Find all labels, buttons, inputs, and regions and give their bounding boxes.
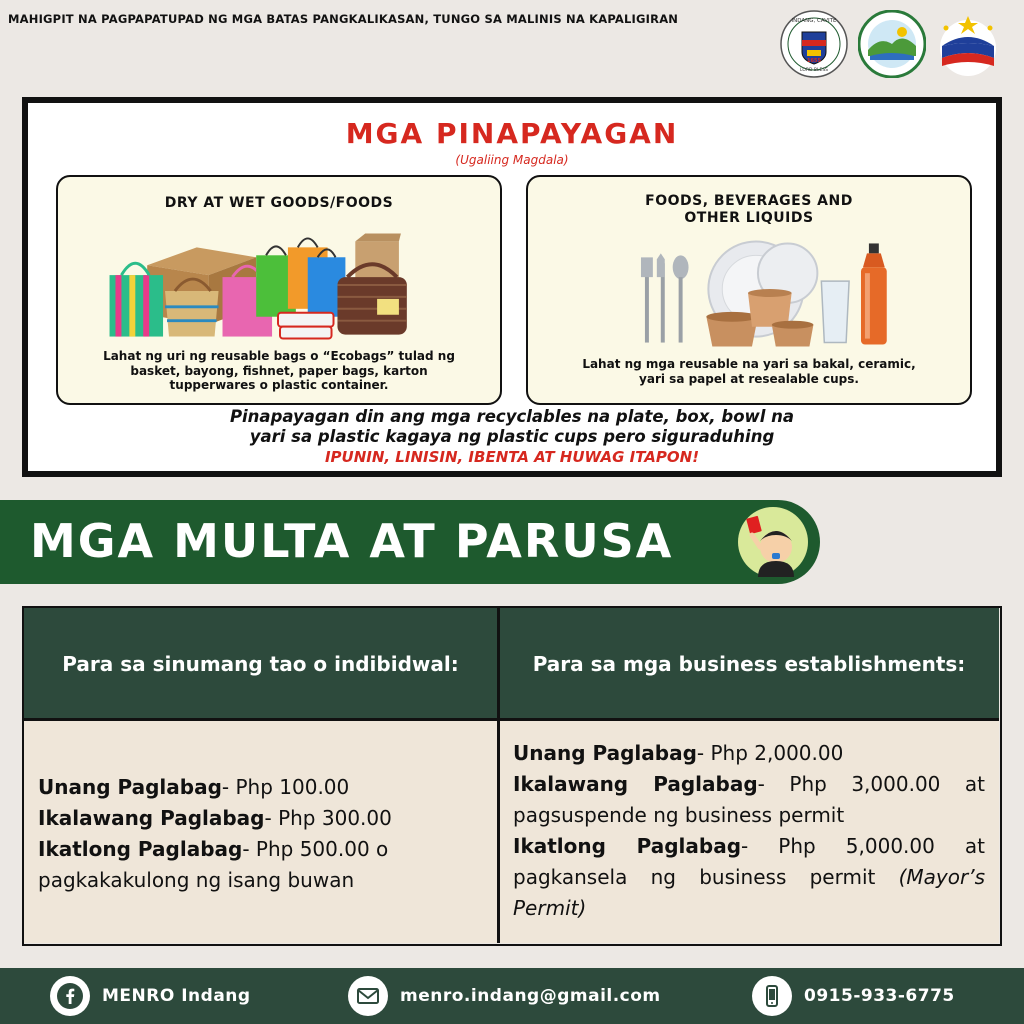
mobile-phone-icon — [752, 976, 792, 1016]
phone-contact[interactable] — [752, 976, 955, 1016]
facebook-icon — [50, 976, 90, 1016]
card-description: Lahat ng mga reusable na yari sa bakal, ceramic, yari sa papel at resealable cups. — [582, 357, 916, 386]
banner-title: MGA MULTA AT PARUSA — [30, 514, 674, 568]
penalties-banner — [0, 500, 820, 584]
card-title: FOODS, BEVERAGES AND OTHER LIQUIDS — [645, 193, 853, 226]
phone-label: 0915-933-6775 — [804, 986, 955, 1006]
email-contact[interactable] — [348, 976, 661, 1016]
facebook-contact[interactable] — [50, 976, 251, 1016]
facebook-label: MENRO Indang — [102, 986, 251, 1006]
business-penalties — [499, 720, 999, 943]
list-item: Unang Paglabag- Php 100.00 — [38, 775, 350, 799]
card-title: DRY AT WET GOODS/FOODS — [164, 195, 394, 211]
environment-office-seal-icon — [858, 10, 926, 78]
envelope-icon — [348, 976, 388, 1016]
page-heading: MAHIGPIT NA PAGPAPATUPAD NG MGA BATAS PANGKALIKASAN, TUNGO SA MALINIS NA KAPALIGIRAN — [8, 12, 679, 26]
svg-text:1655: 1655 — [807, 58, 821, 64]
dry-wet-goods-card — [56, 175, 502, 405]
referee-red-card-icon — [738, 507, 808, 577]
list-item: Ikalawang Paglabag- Php 3,000.00 at pagsuspende ng business permit — [513, 772, 985, 827]
email-label: menro.indang@gmail.com — [400, 986, 661, 1006]
penalty-table — [22, 606, 1002, 946]
list-item: Ikatlong Paglabag- Php 500.00 o pagkakakulong ng isang buwan — [38, 837, 389, 892]
bagong-pilipinas-logo-icon — [934, 10, 1002, 78]
header-divider — [24, 718, 999, 721]
reusable-bags-and-containers-icon — [58, 225, 500, 349]
recyclables-note: Pinapayagan din ang mga recyclables na plate, box, bowl na yari sa plastic kagaya ng plastic cups pero siguraduhing IPUNIN, LINISIN, IBENTA AT HUWAG ITAPON! — [28, 407, 996, 467]
svg-text:LORD BLESS: LORD BLESS — [799, 68, 829, 73]
svg-text:INDANG, CAVITE: INDANG, CAVITE — [791, 18, 837, 24]
foods-beverages-card — [526, 175, 972, 405]
municipal-seal-icon — [780, 10, 848, 78]
individual-column-header: Para sa sinumang tao o indibidwal: — [24, 608, 497, 720]
recyclables-warning: IPUNIN, LINISIN, IBENTA AT HUWAG ITAPON! — [324, 448, 700, 466]
contact-footer — [0, 968, 1024, 1024]
list-item: Ikalawang Paglabag- Php 300.00 — [38, 806, 392, 830]
utensils-plates-cups-bottle-icon — [528, 233, 970, 353]
card-description: Lahat ng uri ng reusable bags o “Ecobags” tulad ng basket, bayong, fishnet, paper bags, karton tupperwares o plastic container. — [103, 349, 455, 392]
list-item: Ikatlong Paglabag- Php 5,000.00 at pagkansela ng business permit (Mayor’s Permit) — [513, 834, 985, 920]
column-divider — [497, 608, 500, 943]
business-column-header: Para sa mga business establishments: — [499, 608, 999, 720]
allowed-items-panel — [22, 97, 1002, 477]
list-item: Unang Paglabag- Php 2,000.00 — [513, 741, 844, 765]
allowed-title: MGA PINAPAYAGAN — [345, 117, 679, 150]
allowed-subtitle: (Ugaliing Magdala) — [455, 153, 569, 167]
individual-penalties — [24, 720, 497, 943]
